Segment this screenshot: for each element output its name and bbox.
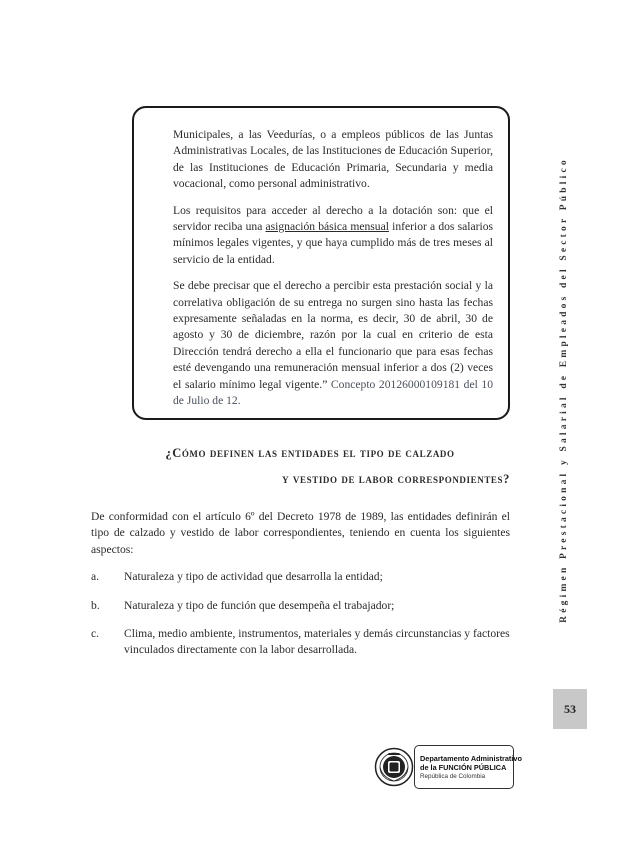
list-item-label: b. bbox=[91, 598, 100, 612]
logo-line-2: de la FUNCIÓN PÚBLICA bbox=[420, 763, 507, 772]
list-item-label: c. bbox=[91, 627, 100, 641]
heading-line-2: y vestido de labor correspondientes? bbox=[282, 472, 510, 486]
quote-paragraph-1: Municipales, a las Veedurías, o a empleos públicos de las Juntas Administrativas Locales, de las Instituciones de Educación Superior, de las Instituciones de Educación Primaria, Secundaria y media vocacional, como personal administrativo. bbox=[173, 128, 493, 191]
colombia-seal-icon bbox=[374, 747, 414, 787]
list-item bbox=[91, 626, 510, 659]
quote-p3-main: Se debe precisar que el derecho a percibir esta prestación social y la correlativa obligación de su entrega no surgen sino hasta las fechas expresamente señaladas en la norma, es decir, 30 de abril, 30 de agosto y 30 de diciembre, razón por la cual en criterio de esta Dirección tendrá derecho a ella el funcionario que para esas fechas esté devengando una remuneración mensual inferior a dos (2) veces el salario mínimo legal vigente.” bbox=[173, 279, 493, 391]
footer-logo bbox=[374, 745, 522, 789]
side-title bbox=[557, 157, 571, 623]
page-number bbox=[553, 689, 587, 729]
list-item-label: a. bbox=[91, 570, 100, 584]
side-title-text: Régimen Prestacional y Salarial de Empleados del Sector Público bbox=[559, 157, 569, 623]
list-item-text: Clima, medio ambiente, instrumentos, materiales y demás circunstancias y factores vinculados directamente con la labor desarrollada. bbox=[124, 627, 510, 657]
quote-p2-end: inferior a dos salarios mínimos legales vigentes, y que haya cumplido más de tres meses al servicio de la entidad. bbox=[173, 220, 494, 266]
quote-p2-start: Los requisitos para acceder al derecho a la dotación son: que el servidor reciba una bbox=[173, 203, 493, 234]
section-heading bbox=[110, 440, 510, 492]
list-item bbox=[91, 569, 510, 585]
logo-line-3: República de Colombia bbox=[420, 773, 486, 780]
quote-p2-underlined: asignación básica mensual bbox=[265, 220, 389, 234]
intro-paragraph: De conformidad con el artículo 6º del Decreto 1978 de 1989, las entidades definirán el tipo de calzado y vestido de labor correspondientes, teniendo en cuenta los siguientes aspectos: bbox=[91, 510, 510, 556]
page-number-text: 53 bbox=[564, 701, 576, 716]
quote-paragraph-2 bbox=[173, 203, 493, 269]
list-item-text: Naturaleza y tipo de función que desempeña el trabajador; bbox=[124, 598, 395, 612]
list-item-text: Naturaleza y tipo de actividad que desarrolla la entidad; bbox=[124, 570, 383, 584]
heading-line-1: ¿Cómo definen las entidades el tipo de calzado bbox=[165, 446, 455, 460]
quote-paragraph-3 bbox=[173, 278, 493, 409]
logo-line-1: Departamento Administrativo bbox=[420, 754, 522, 763]
body-text bbox=[91, 509, 510, 671]
list-item bbox=[91, 598, 510, 614]
quote-reference: Concepto 20126000109181 del 10 de Julio de 12. bbox=[173, 377, 493, 408]
logo-text bbox=[420, 754, 522, 781]
quote-text bbox=[173, 127, 493, 410]
